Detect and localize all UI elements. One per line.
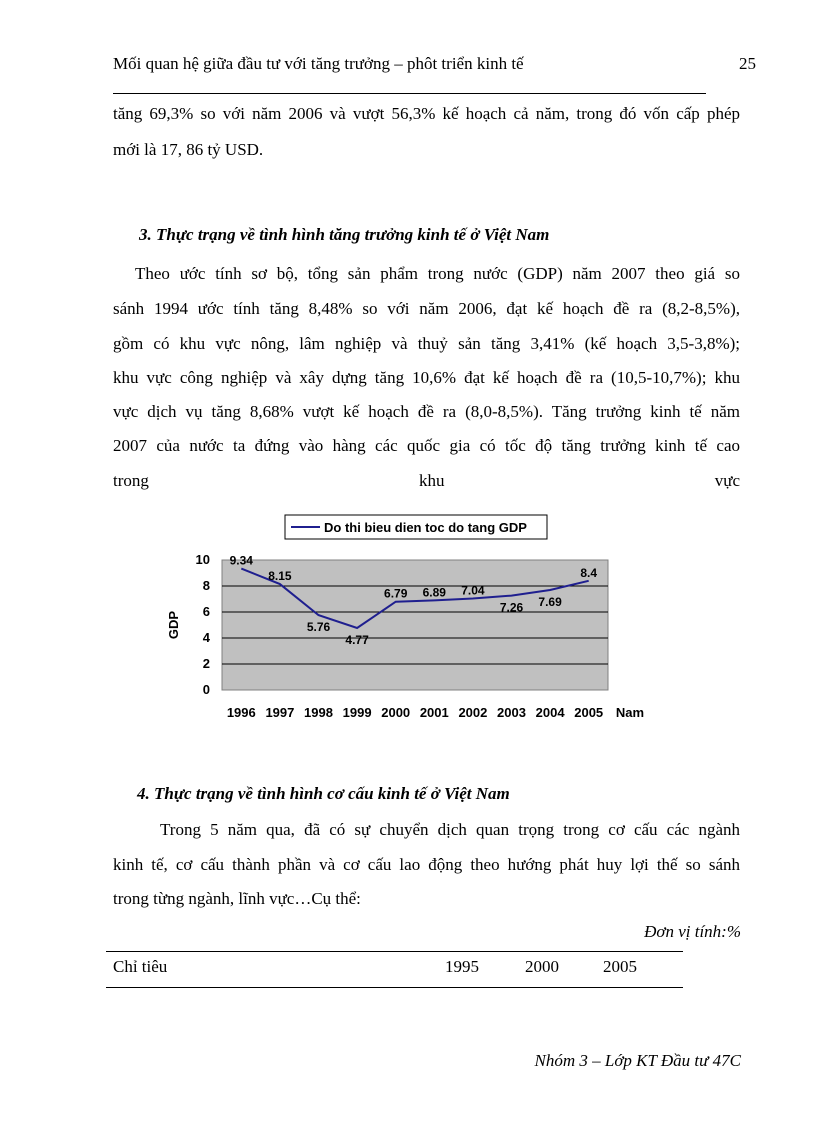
data-label: 6.79 [384,586,408,601]
data-label: 4.77 [345,632,369,647]
x-tick-label: 2002 [458,705,488,720]
unit-note: Đơn vị tính:% [644,922,741,941]
y-tick-label: 10 [195,552,210,567]
paragraph-line: sánh 1994 ước tính tăng 8,48% so với năm 2006, đạt kế hoạch đề ra (8,2-8,5%), [113,299,740,318]
x-tick-label: 2000 [381,705,411,720]
table-header-1995: 1995 [445,957,479,976]
paragraph-line: trong từng ngành, lĩnh vực…Cụ thể: [113,889,361,908]
page-footer: Nhóm 3 – Lớp KT Đầu tư 47C [534,1051,741,1070]
y-tick-label: 6 [202,604,210,619]
paragraph-line: Theo ước tính sơ bộ, tổng sản phẩm trong nước (GDP) năm 2007 theo giá so [135,264,740,283]
x-tick-label: 2005 [574,705,604,720]
section-4-heading: 4. Thực trạng về tình hình cơ cấu kinh tế ở Việt Nam [137,784,510,803]
data-label: 9.34 [229,553,253,568]
x-tick-label: 1999 [342,705,372,720]
data-label: 5.76 [306,620,331,635]
data-label: 8.15 [268,569,292,584]
y-tick-label: 4 [202,630,210,645]
x-tick-label: 2004 [535,705,565,720]
x-tick-label: 1996 [226,705,256,720]
y-tick-label: 8 [202,578,210,593]
y-tick-label: 0 [202,682,210,697]
table-header-2000: 2000 [525,957,559,976]
intro-line: tăng 69,3% so với năm 2006 và vượt 56,3% kế hoạch cả năm, trong đó vốn cấp phép [113,104,740,123]
paragraph-line: 2007 của nước ta đứng vào hàng các quốc gia có tốc độ tăng trưởng kinh tế cao [113,436,740,455]
paragraph-line: kinh tế, cơ cấu thành phần và cơ cấu lao động theo hướng phát huy lợi thế so sánh [113,855,740,874]
paragraph-line: Trong 5 năm qua, đã có sự chuyển dịch quan trọng trong cơ cấu các ngành [160,820,740,839]
section-3-heading: 3. Thực trạng về tình hình tăng trưởng kinh tế ở Việt Nam [139,225,550,244]
data-label: 7.04 [461,583,485,598]
table-top-rule [106,951,683,952]
x-tick-label: 2001 [419,705,449,720]
paragraph-line: vực dịch vụ tăng 8,68% vượt kế hoạch đề ra (8,0-8,5%). Tăng trưởng kinh tế năm [113,402,740,421]
chart-legend [285,515,547,539]
paragraph-line: khu vực công nghiệp và xây dựng tăng 10,6% đạt kế hoạch đề ra (10,5-10,7%); khu [113,368,740,387]
header-title: Mối quan hệ giữa đầu tư với tăng trưởng – phôt triển kinh tế [113,54,524,73]
header-divider [113,93,706,94]
data-label: 8.4 [580,565,598,580]
y-axis-label: GDP [166,610,181,640]
x-tick-label: 1997 [265,705,295,720]
data-label: 6.89 [422,585,446,600]
intro-line: mới là 17, 86 tỷ USD. [113,140,264,159]
page-number: 25 [739,54,756,73]
x-tick-label: 2003 [497,705,526,720]
table-bottom-rule [106,987,683,988]
table-header-2005: 2005 [603,957,637,976]
x-tick-label: 1998 [304,705,333,720]
table-header-indicator: Chỉ tiêu [113,957,168,976]
data-label: 7.26 [499,600,524,615]
paragraph-line: gồm có khu vực nông, lâm nghiệp và thuỷ sản tăng 3,41% (kế hoạch 3,5-3,8%); [113,334,740,353]
data-label: 7.69 [538,595,562,610]
legend-label: Do thi bieu dien toc do tang GDP [324,520,527,535]
gdp-growth-chart [160,510,660,730]
paragraph-line: trong khu vực [113,471,740,490]
x-axis-label: Nam [615,705,645,720]
y-tick-label: 2 [202,656,210,671]
